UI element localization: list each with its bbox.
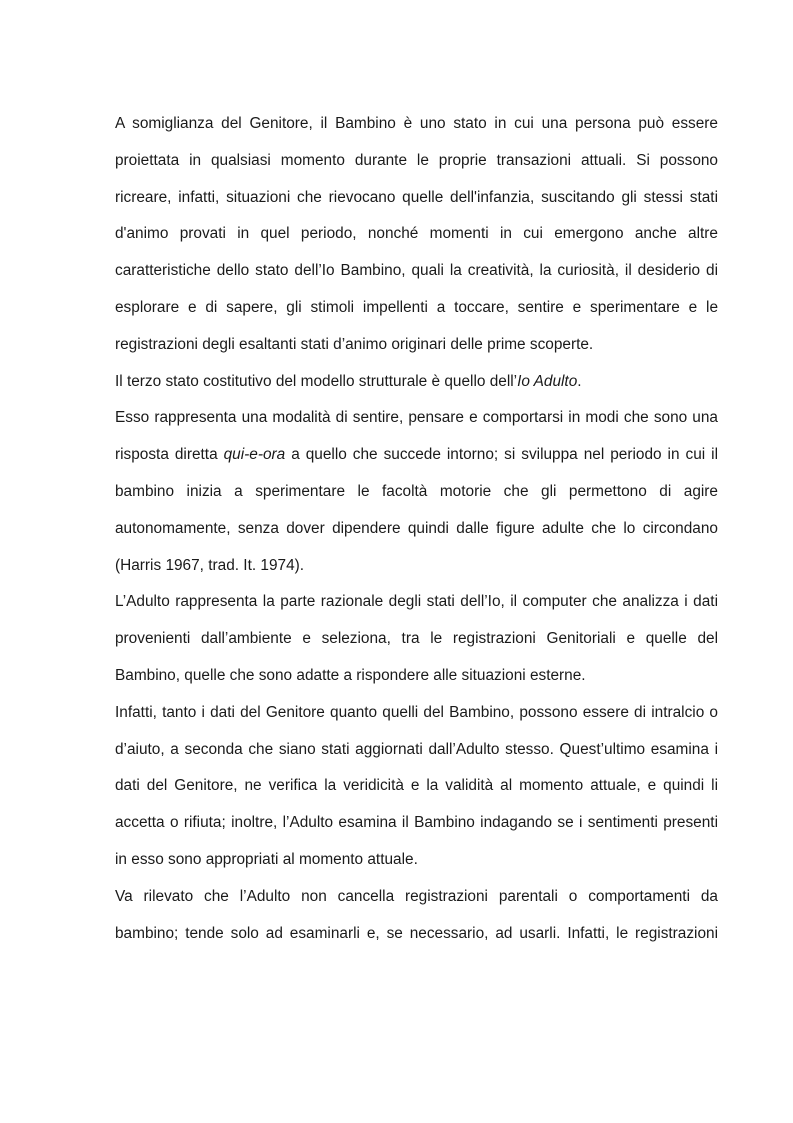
italic-term: Io Adulto xyxy=(517,372,578,390)
paragraph-3 xyxy=(115,400,718,584)
paragraph-2 xyxy=(115,364,718,401)
paragraph-text: a quello che succede intorno; si sviluppa nel periodo in cui il bambino inizia a sperimentare le facoltà motorie che gli permettono di agire autonomamente, senza dover dipendere quindi dalle figure adulte che lo circondano (Harris 1967, trad. It. 1974). xyxy=(115,446,718,574)
paragraph-text: L’Adulto rappresenta la parte razionale degli stati dell’Io, il computer che analizza i dati provenienti dall’ambiente e seleziona, tra le registrazioni Genitoriali e quelle del Bambino, quelle che sono adatte a rispondere alle situazioni esterne. xyxy=(115,593,718,684)
paragraph-text: . xyxy=(577,372,582,390)
paragraph-text: Esso rappresenta una modalità di sentire, pensare e comportarsi in modi che sono una risposta diretta xyxy=(115,409,718,464)
paragraph-text: Il terzo stato costitutivo del modello strutturale è quello dell’ xyxy=(115,372,518,390)
paragraph-5 xyxy=(115,695,718,879)
paragraph-text: Va rilevato che l’Adulto non cancella registrazioni parentali o comportamenti da bambino; tende solo ad esaminarli e, se necessario, ad usarli. Infatti, le registrazioni xyxy=(115,887,718,942)
document-page xyxy=(115,106,718,952)
paragraph-text: Infatti, tanto i dati del Genitore quanto quelli del Bambino, possono essere di intralcio o d’aiuto, a seconda che siano stati aggiornati dall’Adulto stesso. Quest’ultimo esamina i dati del Genitore, ne verifica la veridicità e la validità al momento attuale, e quindi li accetta o rifiuta; inoltre, l’Adulto esamina il Bambino indagando se i sentimenti presenti in esso sono appropriati al momento attuale. xyxy=(115,703,718,868)
paragraph-6 xyxy=(115,879,718,953)
paragraph-text: A somiglianza del Genitore, il Bambino è uno stato in cui una persona può essere proiettata in qualsiasi momento durante le proprie transazioni attuali. Si possono ricreare, infatti, situazioni che rievocano quelle dell'infanzia, suscitando gli stessi stati d'animo provati in quel periodo, nonché momenti in cui emergono anche altre caratteristiche dello stato dell’Io Bambino, quali la creatività, la curiosità, il desiderio di esplorare e di sapere, gli stimoli impellenti a toccare, sentire e sperimentare e le registrazioni degli esaltanti stati d’animo originari delle prime scoperte. xyxy=(115,115,718,353)
paragraph-1 xyxy=(115,106,718,364)
paragraph-4 xyxy=(115,584,718,694)
italic-term: qui-e-ora xyxy=(223,446,286,464)
